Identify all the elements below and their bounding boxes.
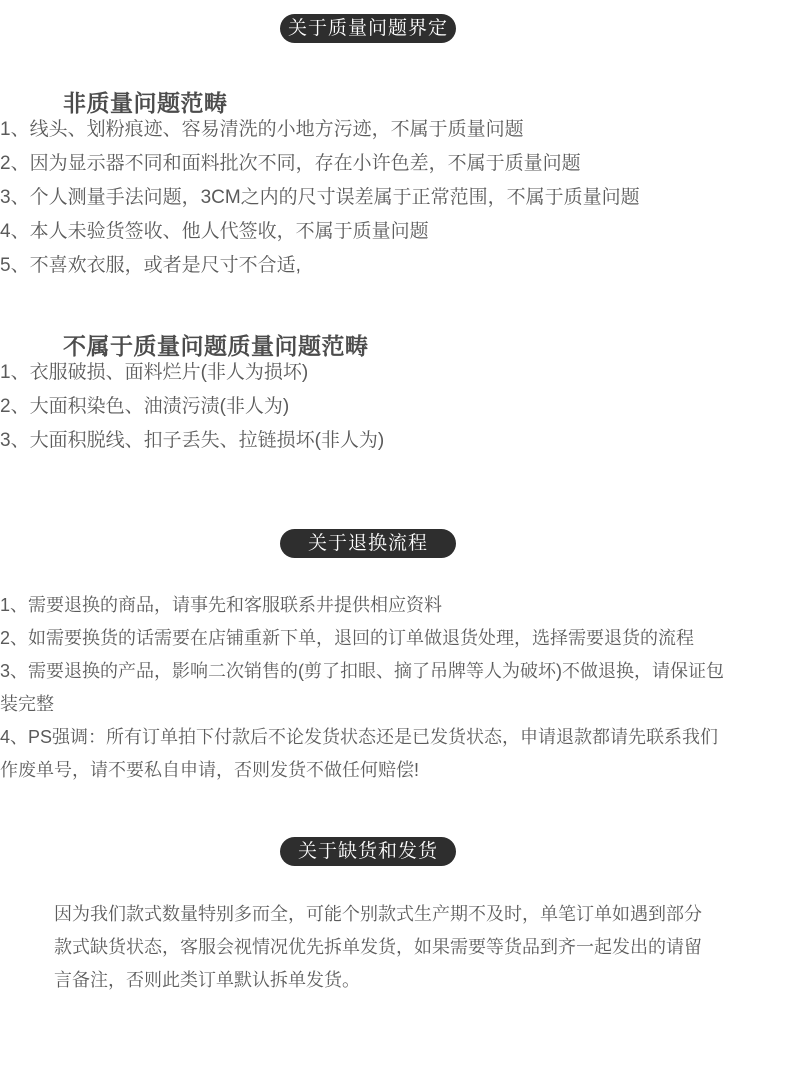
- quality-issue-list: [0, 361, 736, 453]
- list-item: 3、需要退换的产品，影响二次销售的(剪了扣眼、摘了吊牌等人为破坏)不做退换，请保证包装完整: [0, 661, 724, 714]
- list-item: 4、本人未验货签收、他人代签收，不属于质量问题: [0, 221, 429, 242]
- list-item: 2、因为显示器不同和面料批次不同，存在小许色差，不属于质量问题: [0, 153, 581, 174]
- list-item: 3、大面积脱线、扣子丢失、拉链损坏(非人为): [0, 430, 385, 451]
- list-item: 2、如需要换货的话需要在店铺重新下单，退回的订单做退货处理，选择需要退货的流程: [0, 628, 695, 648]
- stock-shipping-badge: 关于缺货和发货: [280, 837, 456, 866]
- list-item: 1、需要退换的商品，请事先和客服联系井提供相应资料: [0, 595, 443, 615]
- non-quality-issue-list: [0, 118, 736, 278]
- return-exchange-badge: 关于退换流程: [280, 529, 456, 558]
- stock-shipping-paragraph: 因为我们款式数量特别多而全，可能个别款式生产期不及时，单笔订单如遇到部分款式缺货状态，客服会视情况优先拆单发货，如果需要等货品到齐一起发出的请留言备注，否则此类订单默认拆单发货。: [54, 904, 702, 990]
- list-item: 5、不喜欢衣服，或者是尺寸不合适,: [0, 255, 301, 276]
- list-item: 3、个人测量手法问题，3CM之内的尺寸误差属于正常范围，不属于质量问题: [0, 187, 640, 208]
- section-return-exchange-process: [0, 529, 736, 787]
- quality-definition-badge: 关于质量问题界定: [280, 14, 456, 43]
- list-item: 4、PS强调：所有订单拍下付款后不论发货状态还是已发货状态，申请退款都请先联系我们作废单号，请不要私自申请，否则发货不做任何赔偿!: [0, 727, 719, 780]
- section-stock-shipping: [0, 837, 736, 997]
- section-quality-definition: [0, 14, 736, 453]
- quality-scope-heading: 不属于质量问题质量问题范畴: [63, 333, 369, 359]
- list-item: 1、衣服破损、面料烂片(非人为损坏): [0, 362, 309, 383]
- return-exchange-list: [0, 589, 736, 787]
- non-quality-scope-heading: 非质量问题范畴: [63, 90, 228, 116]
- list-item: 1、线头、划粉痕迹、容易清洗的小地方污迹，不属于质量问题: [0, 119, 524, 140]
- list-item: 2、大面积染色、油渍污渍(非人为): [0, 396, 290, 417]
